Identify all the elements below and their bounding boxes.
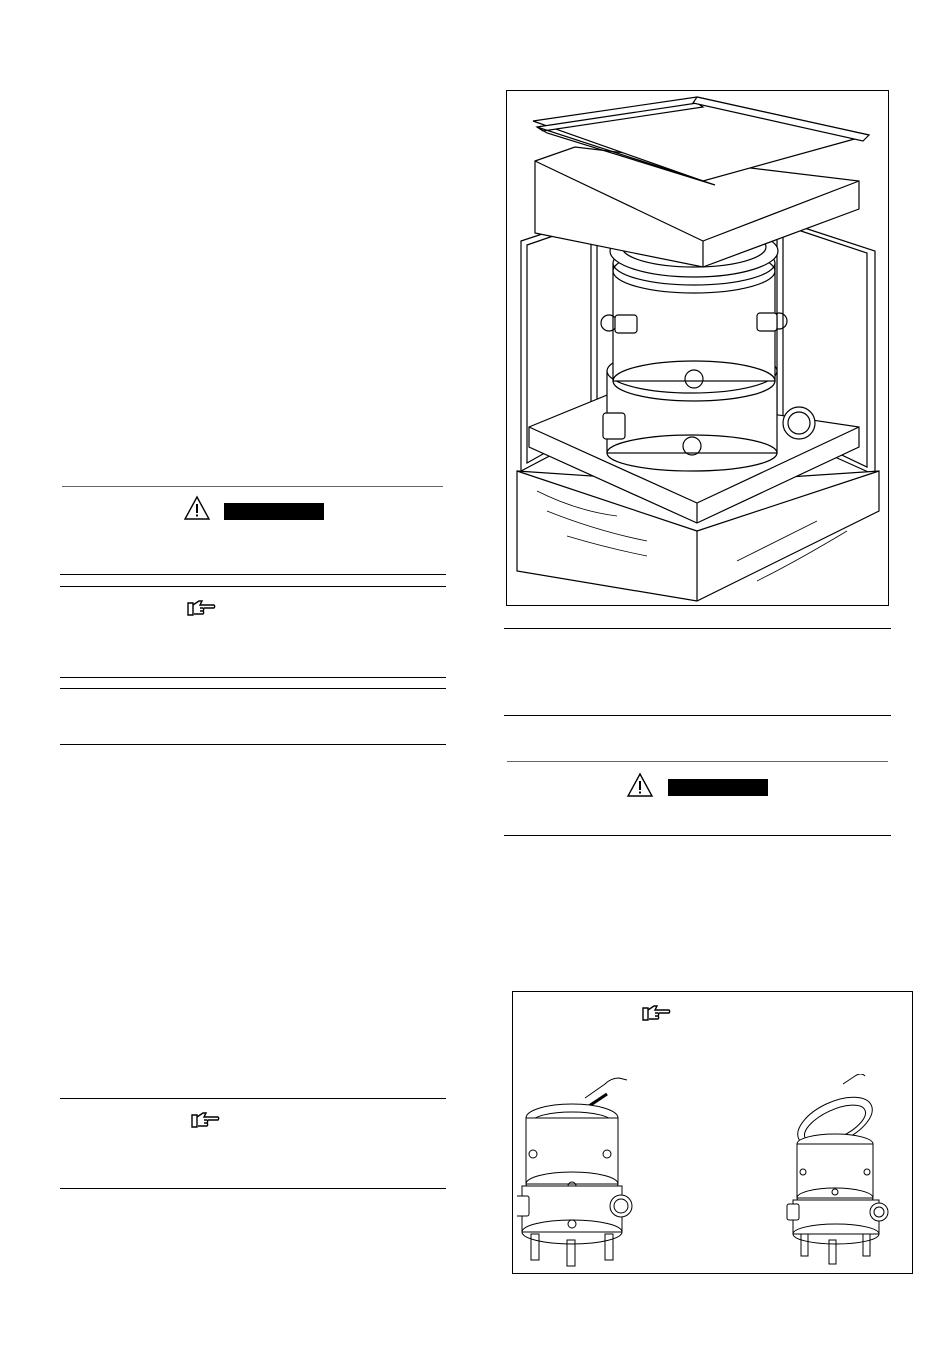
pointing-hand-icon: [186, 598, 218, 618]
warning-label-bar: [668, 779, 768, 796]
warning-label-bar: [224, 503, 324, 520]
warning-bottom-rule: [60, 574, 446, 575]
pump-in-crate-illustration: [507, 91, 888, 605]
warning-top-rule: [62, 486, 443, 487]
pump-opening-illustration-right: [785, 1074, 895, 1270]
caption-bottom-rule: [504, 715, 891, 716]
caption-top-rule: [504, 628, 891, 629]
warning2-top-rule: [507, 761, 888, 762]
note2-bottom-rule: [60, 1188, 446, 1189]
pointing-hand-icon: [190, 1110, 222, 1130]
lid-removal-figure-frame: [512, 991, 913, 1274]
warning2-bottom-rule: [504, 835, 891, 836]
section-bottom-rule: [60, 744, 446, 745]
note2-top-rule: [60, 1098, 446, 1099]
warning-triangle-icon: [183, 495, 211, 521]
crate-figure-frame: [506, 90, 889, 606]
note-top-rule: [60, 586, 446, 587]
pump-opening-illustration-left: [517, 1074, 647, 1270]
note-bottom-rule: [60, 677, 446, 678]
section-top-rule: [60, 688, 446, 689]
pointing-hand-icon: [641, 1003, 673, 1023]
warning-triangle-icon: [626, 772, 654, 798]
